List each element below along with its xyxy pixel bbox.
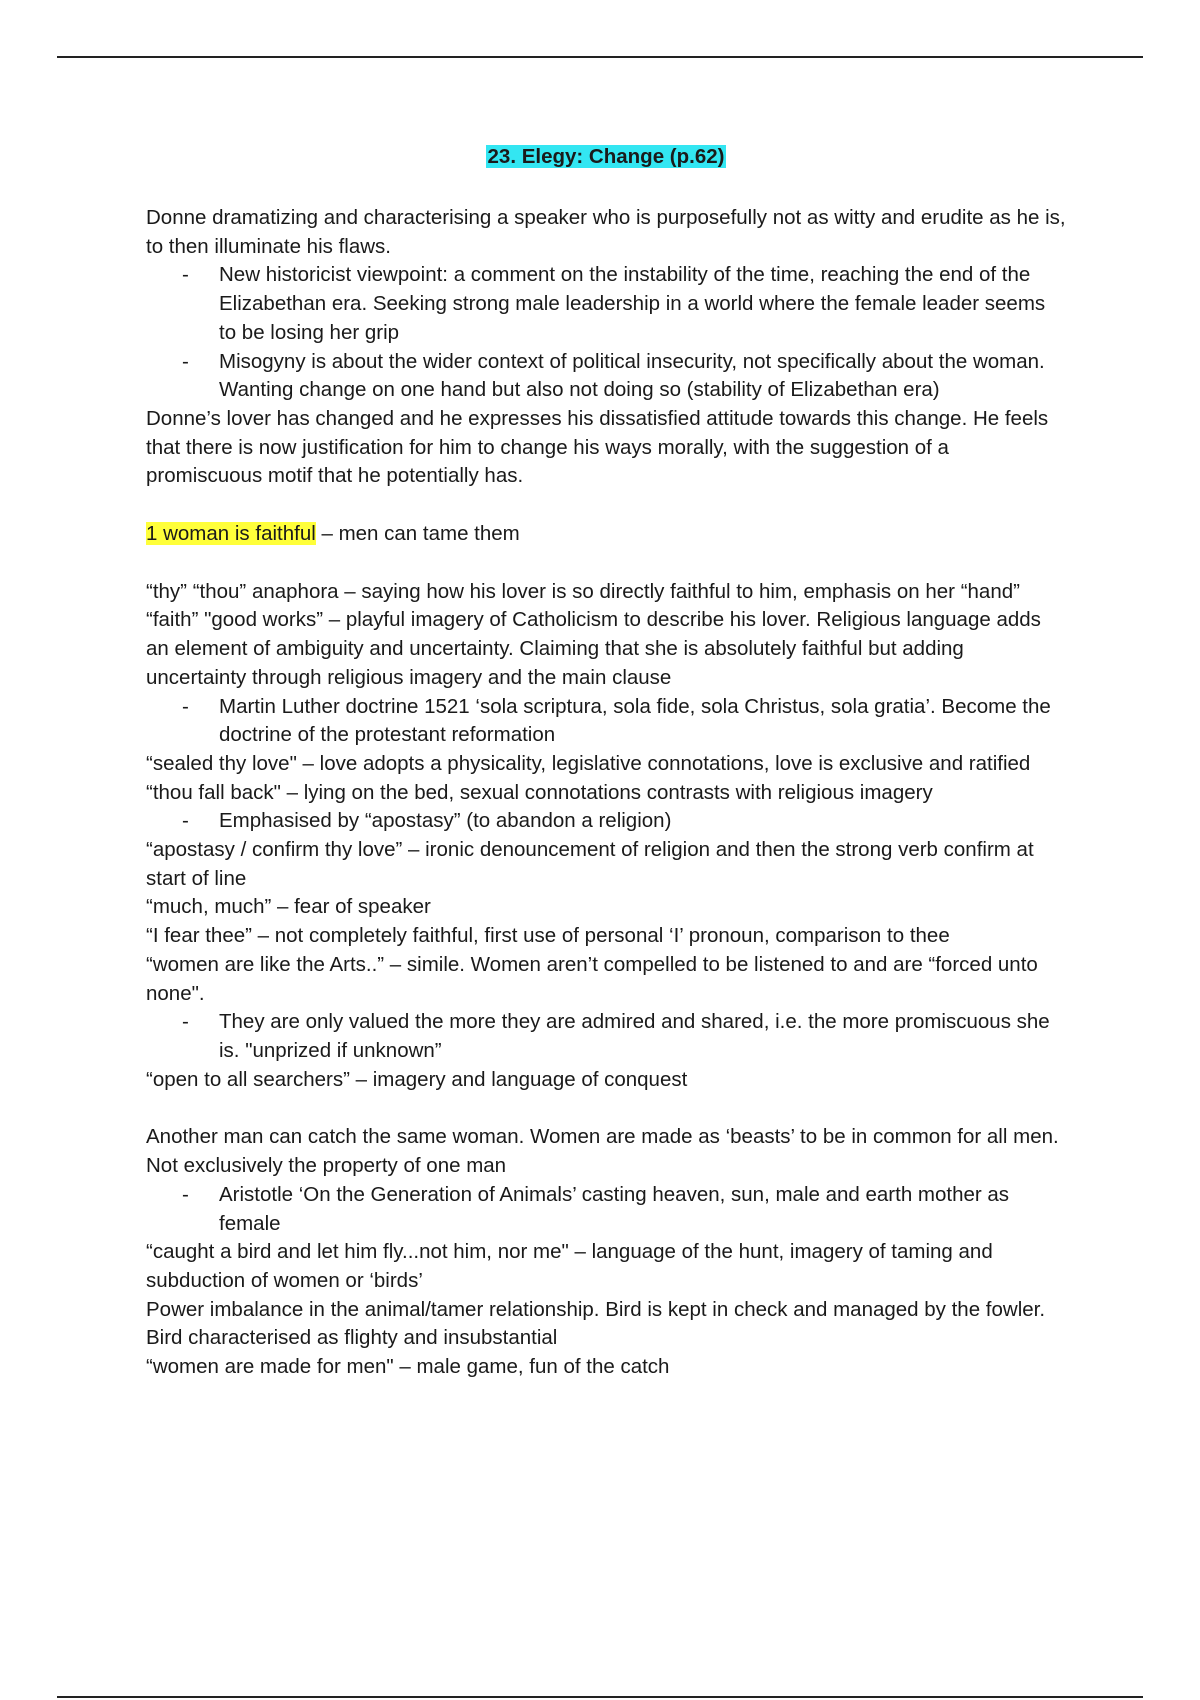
paragraph: “thou fall back" – lying on the bed, sexual connotations contrasts with religious imagery [146,780,933,804]
paragraph: “caught a bird and let him fly...not him, nor me" – language of the hunt, imagery of taming and subduction of women or ‘birds’ [146,1240,993,1292]
bullet-text: Martin Luther doctrine 1521 ‘sola scriptura, sola fide, sola Christus, sola gratia’. Become the doctrine of the protestant reformation [219,694,1051,747]
bullet-item [146,1008,1066,1065]
bullet-item [146,807,1066,836]
top-rule [57,56,1143,58]
bullet-text: Emphasised by “apostasy” (to abandon a religion) [219,809,672,833]
bullet-dash: - [182,263,189,287]
paragraph: “women are like the Arts..” – simile. Women aren’t compelled to be listened to and are “forced unto none". [146,952,1038,1005]
blank-line [146,1094,1066,1123]
bullet-dash: - [182,809,189,833]
blank-line [146,491,1066,520]
paragraph: “I fear thee” – not completely faithful, first use of personal ‘I’ pronoun, comparison to thee [146,924,950,948]
highlighted-text: 1 woman is faithful [146,522,316,546]
bottom-rule [57,1696,1143,1698]
page-title: 23. Elegy: Change (p.62) [487,145,725,168]
paragraph: “women are made for men" – male game, fun of the catch [146,1355,670,1379]
title-line [146,143,1066,172]
bullet-text: They are only valued the more they are admired and shared, i.e. the more promiscuous she is. "unprized if unknown” [219,1010,1050,1062]
document-body [146,143,1066,1382]
paragraph: Donne’s lover has changed and he expresses his dissatisfied attitude towards this change. He feels that there is now justification for him to change his ways morally, with the suggestion of a promiscuous motif that he potentially has. [146,406,1049,488]
bullet-dash: - [182,1182,189,1206]
paragraph: “sealed thy love" – love adopts a physicality, legislative connotations, love is exclusive and ratified [146,751,1031,775]
bullet-text: New historicist viewpoint: a comment on the instability of the time, reaching the end of the Elizabethan era. Seeking strong male leadership in a world where the female leader seems to be losing her grip [219,263,1046,344]
bullet-dash: - [182,1010,189,1034]
bullet-text: Aristotle ‘On the Generation of Animals’ casting heaven, sun, male and earth mother as female [219,1182,1010,1235]
bullet-item [146,693,1066,750]
bullet-item [146,1181,1066,1238]
paragraph: “apostasy / confirm thy love” – ironic denouncement of religion and then the strong verb confirm at start of line [146,838,1034,890]
bullet-item [146,261,1066,347]
paragraph: “thy” “thou” anaphora – saying how his lover is so directly faithful to him, emphasis on her “hand” “faith” "good works” – playful imagery of Catholicism to describe his lover. Religious language adds an element of ambiguity and uncertainty. Claiming that she is absolutely faithful but adding uncertainty through religious imagery and the main clause [146,579,1041,689]
bullet-dash: - [182,694,189,718]
line-text: – men can tame them [315,522,520,546]
paragraph: “open to all searchers” – imagery and language of conquest [146,1067,688,1091]
bullet-item [146,348,1066,405]
paragraph: “much, much” – fear of speaker [146,895,431,919]
bullet-dash: - [182,349,189,373]
bullet-text: Misogyny is about the wider context of political insecurity, not specifically about the woman. Wanting change on one hand but also not doing so (stability of Elizabethan era) [219,349,1045,402]
highlight-line [146,520,1066,549]
blank-line [146,549,1066,578]
paragraph: Donne dramatizing and characterising a speaker who is purposefully not as witty and erudite as he is, to then illuminate his flaws. [146,206,1066,258]
paragraph: Power imbalance in the animal/tamer relationship. Bird is kept in check and managed by the fowler. Bird characterised as flighty and insubstantial [146,1297,1046,1350]
paragraph: Another man can catch the same woman. Women are made as ‘beasts’ to be in common for all men. Not exclusively the property of one man [146,1125,1059,1178]
